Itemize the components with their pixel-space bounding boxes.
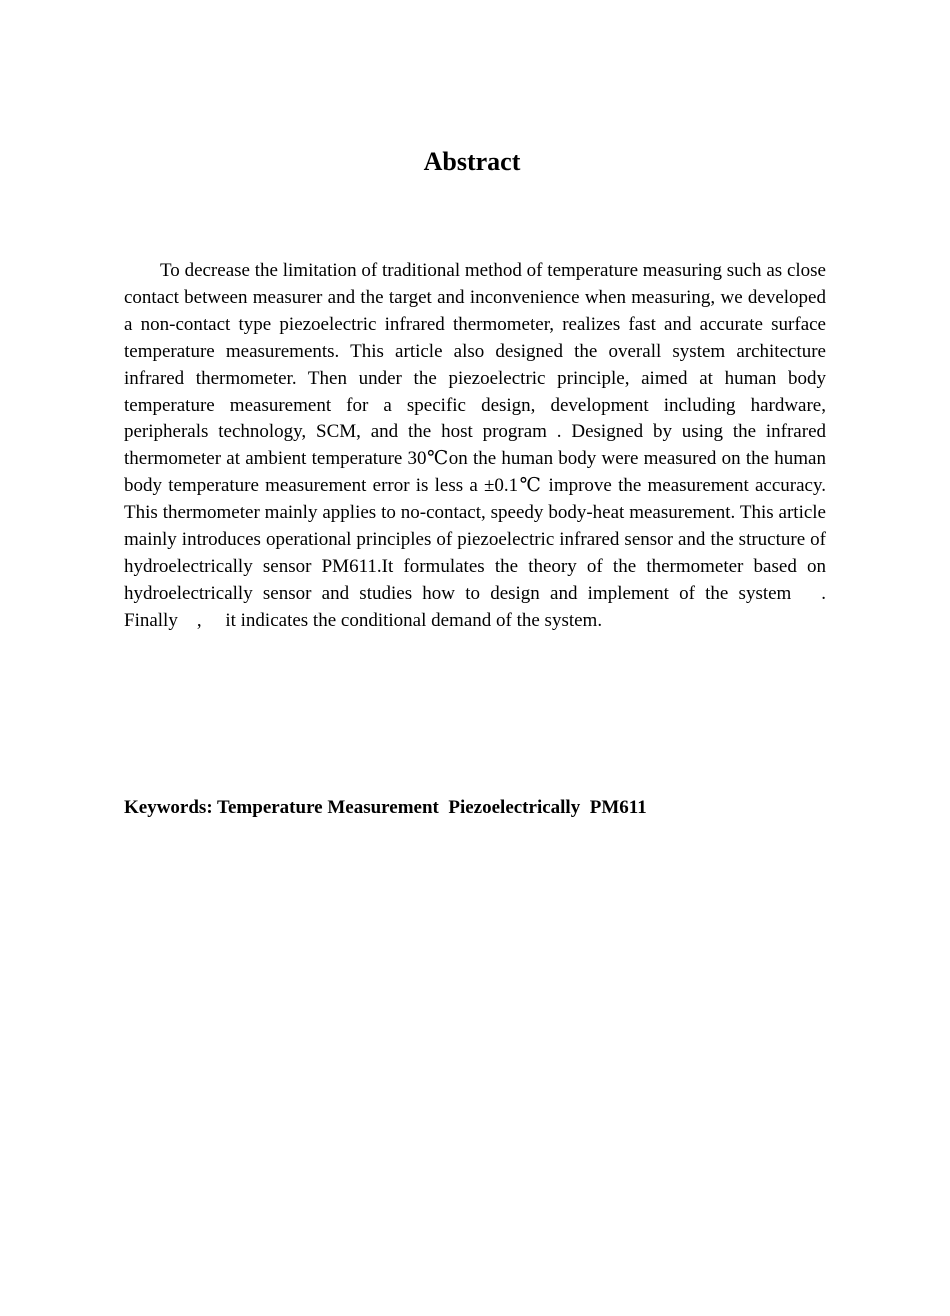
abstract-body: To decrease the limitation of traditional method of temperature measuring such as close contact between measurer and the target and inconvenience when measuring, we developed a non-contact type piezoelectric infrared thermometer, realizes fast and accurate surface temperature measurements. This article also designed the overall system architecture infrared thermometer. Then under the piezoelectric principle, aimed at human body temperature measurement for a specific design, development including hardware, peripherals technology, SCM, and the host program . Designed by using the infrared thermometer at ambient temperature 30℃on the human body were measured on the human body temperature measurement error is less a ±0.1℃ improve the measurement accuracy. This thermometer mainly applies to no-contact, speedy body-heat measurement. This article mainly introduces operational principles of piezoelectric infrared sensor and the structure of hydroelectrically sensor PM611.It formulates the theory of the thermometer based on hydroelectrically sensor and studies how to design and implement of the system . Finally , it indicates the conditional demand of the system. xyxy=(124,260,850,631)
keywords-line: Keywords: Temperature Measurement Piezoelectrically PM611 xyxy=(124,797,647,818)
abstract-title: Abstract xyxy=(423,147,521,176)
